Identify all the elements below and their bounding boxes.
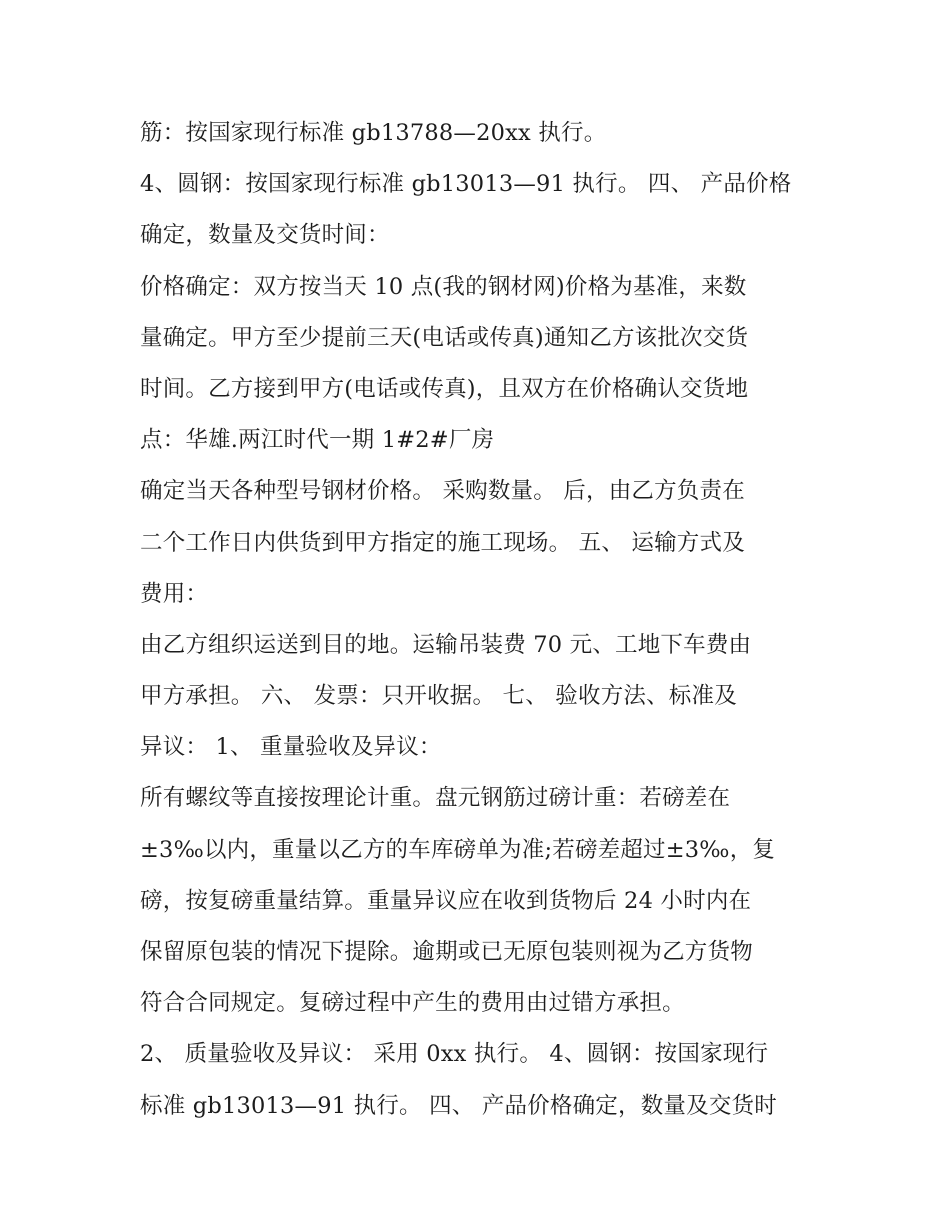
text-line: 磅，按复磅重量结算。重量异议应在收到货物后 24 小时内在 bbox=[140, 887, 752, 914]
text-line: 所有螺纹等直接按理论计重。盘元钢筋过磅计重：若磅差在 bbox=[140, 785, 731, 812]
text-line: 二个工作日内供货到甲方指定的施工现场。 五、 运输方式及 bbox=[140, 529, 745, 556]
text-line: 2、 质量验收及异议： 采用 0xx 执行。 4、圆钢：按国家现行 bbox=[140, 1041, 769, 1068]
text-line: 筋：按国家现行标准 gb13788—20xx 执行。 bbox=[140, 120, 607, 146]
text-line: 4、圆钢：按国家现行标准 gb13013—91 执行。 四、 产品价格 bbox=[140, 171, 792, 198]
text-line: 确定当天各种型号钢材价格。 采购数量。 后，由乙方负责在 bbox=[140, 478, 745, 505]
text-line: 时间。乙方接到甲方(电话或传真)，且双方在价格确认交货地 bbox=[140, 375, 749, 402]
text-line: 符合合同规定。复磅过程中产生的费用由过错方承担。 bbox=[140, 990, 685, 1017]
text-line: 标准 gb13013—91 执行。 四、 产品价格确定，数量及交货时 bbox=[140, 1092, 777, 1119]
document-body bbox=[140, 108, 820, 1132]
text-line: 量确定。甲方至少提前三天(电话或传真)通知乙方该批次交货 bbox=[140, 324, 749, 351]
text-line: 甲方承担。 六、 发票：只开收据。 七、 验收方法、标准及 bbox=[140, 683, 737, 710]
text-line: ±3‰以内，重量以乙方的车库磅单为准;若磅差超过±3‰，复 bbox=[140, 836, 776, 863]
text-line: 确定，数量及交货时间： bbox=[140, 222, 390, 249]
text-line: 价格确定：双方按当天 10 点(我的钢材网)价格为基准，来数 bbox=[140, 273, 747, 300]
text-line: 由乙方组织运送到目的地。运输吊装费 70 元、工地下车费由 bbox=[140, 631, 752, 658]
text-line: 保留原包装的情况下提除。逾期或已无原包装则视为乙方货物 bbox=[140, 939, 753, 965]
text-line: 点：华雄.两江时代一期 1#2#厂房 bbox=[140, 427, 495, 454]
text-line: 异议： 1、 重量验收及异议： bbox=[140, 734, 442, 761]
text-line: 费用： bbox=[140, 580, 209, 607]
